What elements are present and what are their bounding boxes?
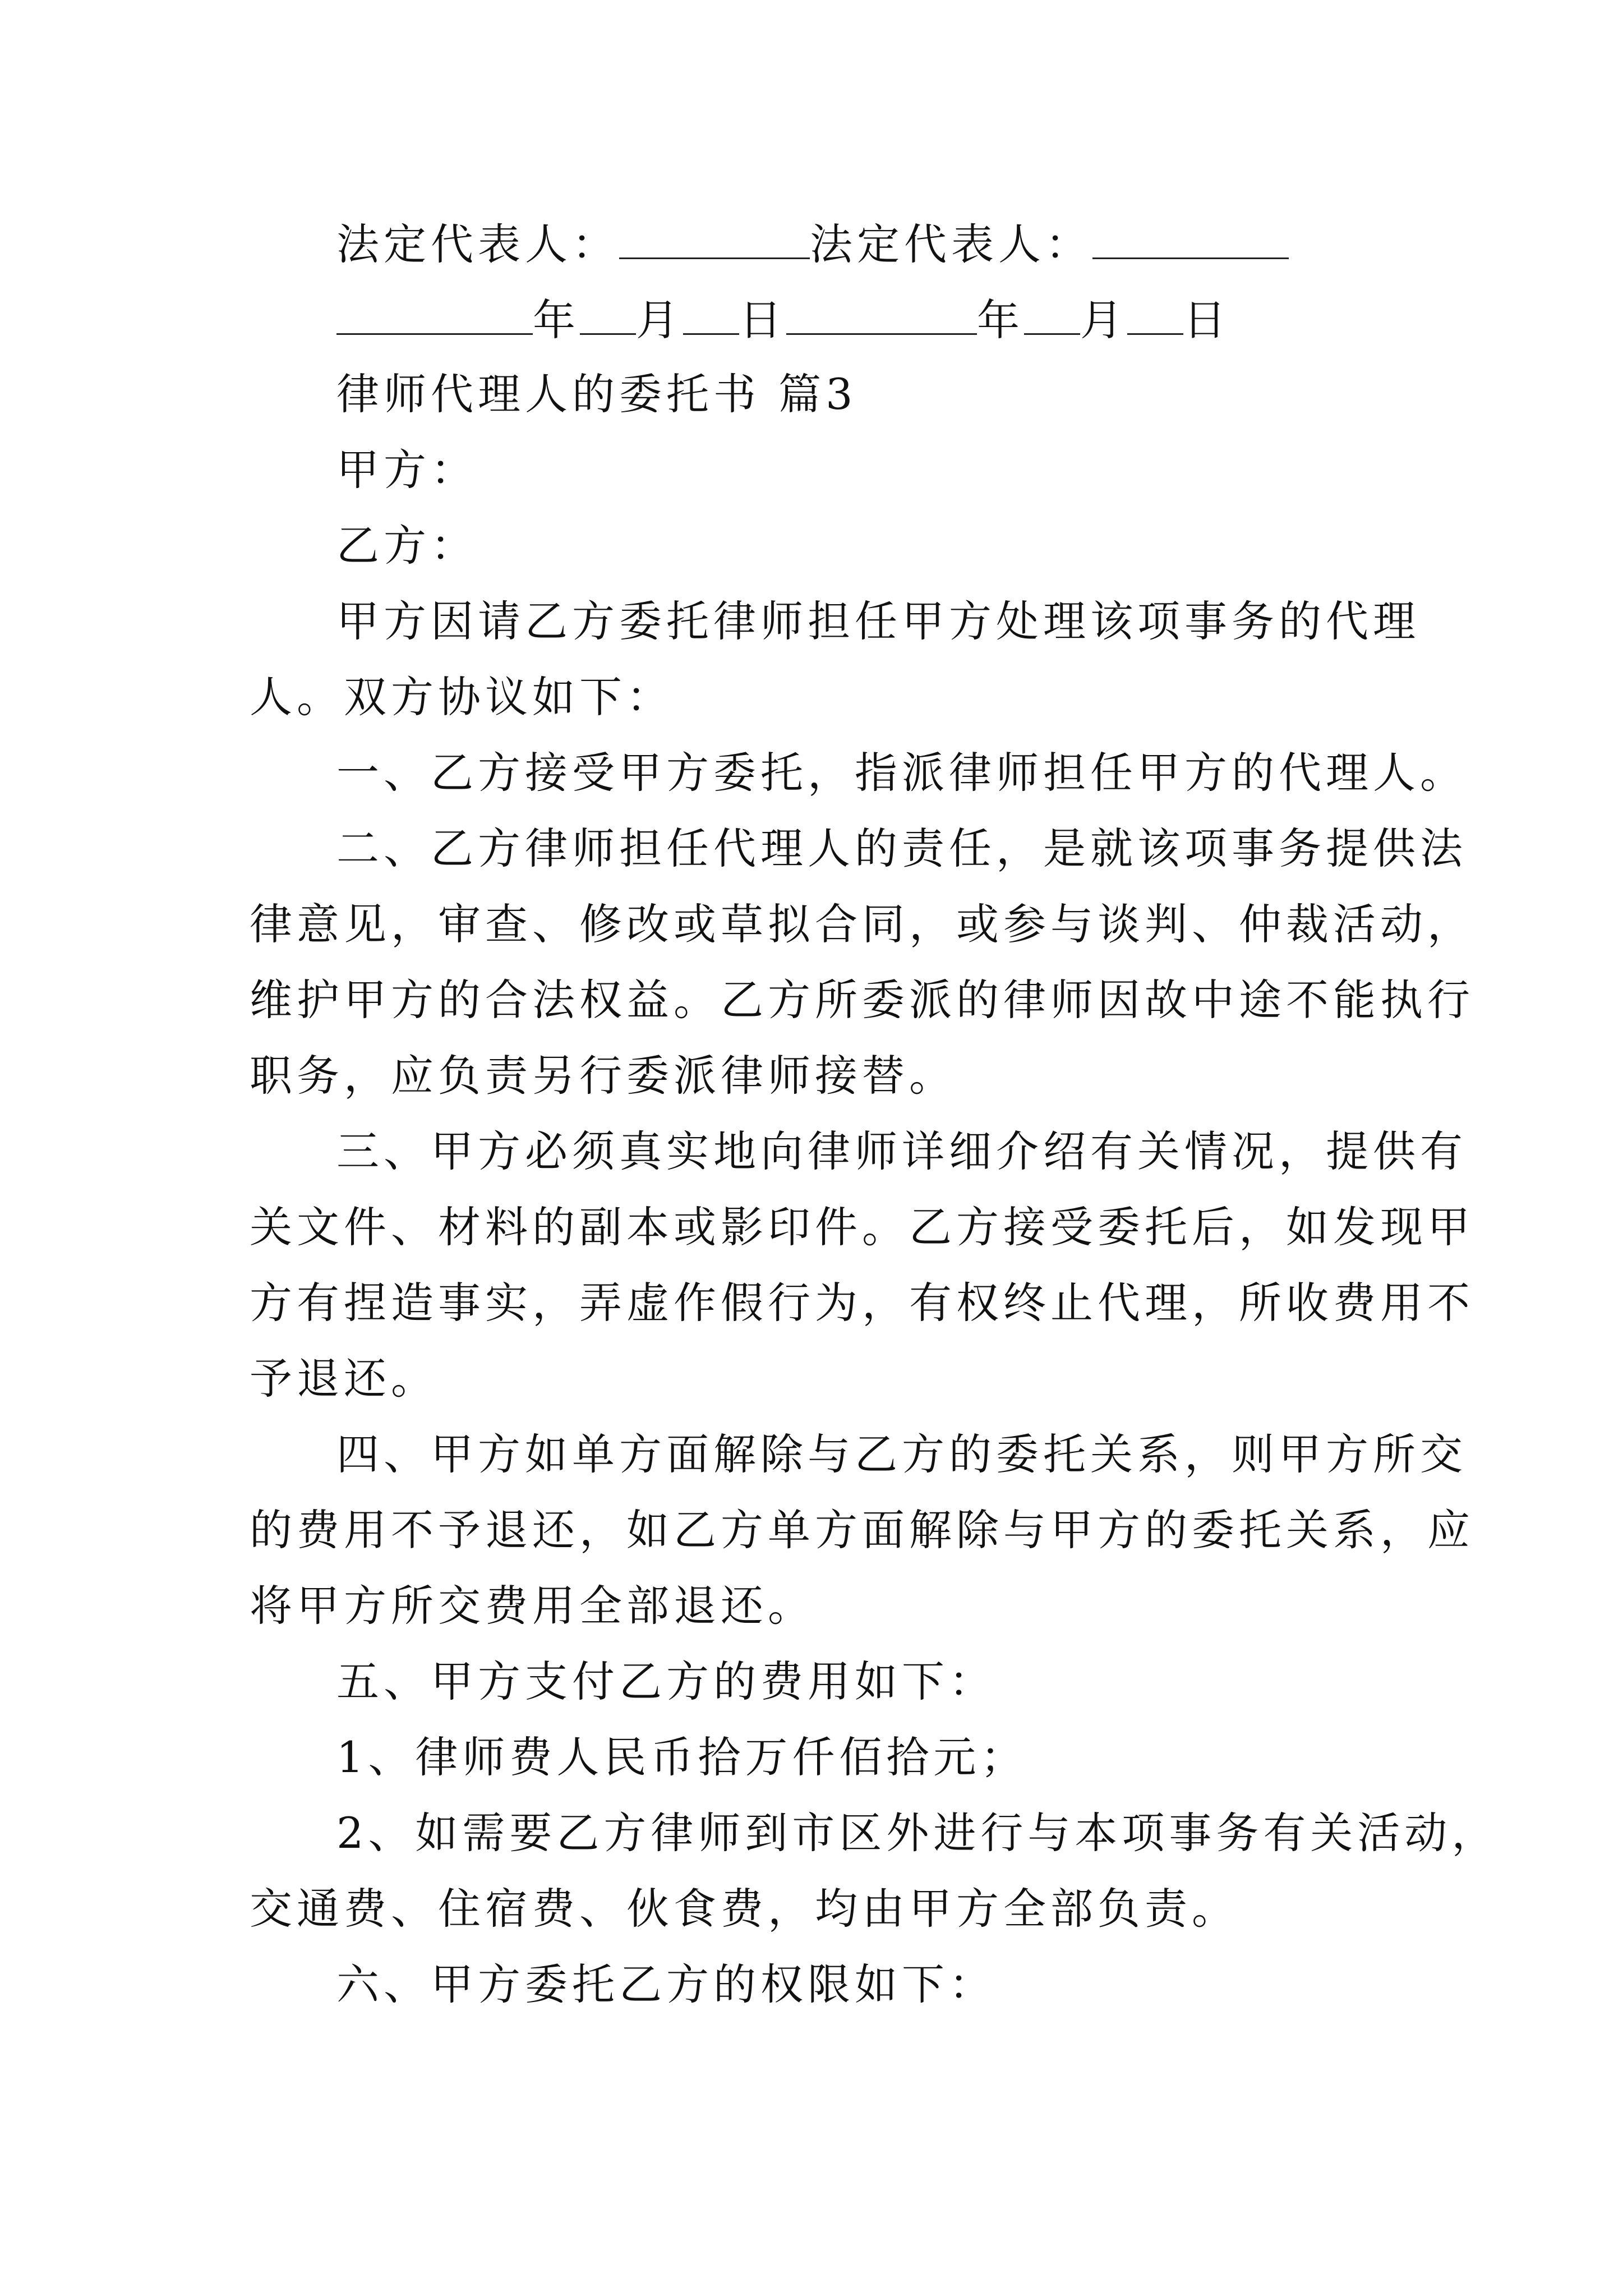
legal-rep-blank-a — [619, 222, 810, 259]
date-year-b: 年 — [977, 295, 1024, 345]
date-line — [336, 295, 1230, 345]
legal-rep-label-a: 法定代表人： — [336, 219, 619, 269]
paragraph-line: 将甲方所交费用全部退还。 — [250, 1581, 815, 1631]
paragraph-line: 职务，应负责另行委派律师接替。 — [250, 1051, 956, 1101]
paragraph-line: 三、甲方必须真实地向律师详细介绍有关情况，提供有 — [336, 1126, 1467, 1176]
party-a-label: 甲方： — [336, 445, 478, 495]
date-day-blank-a — [683, 297, 739, 335]
date-year-blank-a — [336, 297, 533, 335]
date-day-b: 日 — [1183, 295, 1230, 345]
date-month-a: 月 — [636, 295, 683, 345]
paragraph-line: 2、如需要乙方律师到市区外进行与本项事务有关活动， — [336, 1808, 1499, 1858]
party-b-label: 乙方： — [336, 521, 478, 570]
paragraph-line: 律意见，审查、修改或草拟合同，或参与谈判、仲裁活动， — [250, 899, 1474, 949]
paragraph-line: 甲方因请乙方委托律师担任甲方处理该项事务的代理 — [336, 596, 1420, 646]
date-month-b: 月 — [1080, 295, 1127, 345]
paragraph-line: 二、乙方律师担任代理人的责任，是就该项事务提供法 — [336, 823, 1467, 873]
legal-rep-label-b: 法定代表人： — [810, 219, 1092, 269]
paragraph-line: 1、律师费人民币拾万仟佰拾元； — [336, 1732, 1028, 1782]
paragraph-line: 关文件、材料的副本或影印件。乙方接受委托后，如发现甲 — [250, 1202, 1474, 1252]
paragraph-line: 一、乙方接受甲方委托，指派律师担任甲方的代理人。 — [336, 748, 1467, 798]
signature-line — [336, 219, 1289, 269]
paragraph-line: 人。双方协议如下： — [250, 672, 674, 722]
paragraph-line: 维护甲方的合法权益。乙方所委派的律师因故中途不能执行 — [250, 975, 1474, 1025]
paragraph-line: 予退还。 — [250, 1354, 438, 1404]
legal-rep-blank-b — [1092, 222, 1289, 259]
date-day-blank-b — [1127, 297, 1183, 335]
date-month-blank-b — [1024, 297, 1080, 335]
date-year-blank-b — [786, 297, 977, 335]
paragraph-line: 交通费、住宿费、伙食费，均由甲方全部负责。 — [250, 1884, 1239, 1934]
date-year-a: 年 — [533, 295, 580, 345]
paragraph-line: 六、甲方委托乙方的权限如下： — [336, 1959, 996, 2009]
section-title: 律师代理人的委托书 篇3 — [336, 369, 857, 419]
paragraph-line: 四、甲方如单方面解除与乙方的委托关系，则甲方所交 — [336, 1429, 1467, 1479]
paragraph-line: 方有捏造事实，弄虚作假行为，有权终止代理，所收费用不 — [250, 1278, 1474, 1328]
paragraph-line: 的费用不予退还，如乙方单方面解除与甲方的委托关系，应 — [250, 1505, 1474, 1555]
date-month-blank-a — [580, 297, 636, 335]
date-day-a: 日 — [739, 295, 786, 345]
paragraph-line: 五、甲方支付乙方的费用如下： — [336, 1657, 996, 1706]
